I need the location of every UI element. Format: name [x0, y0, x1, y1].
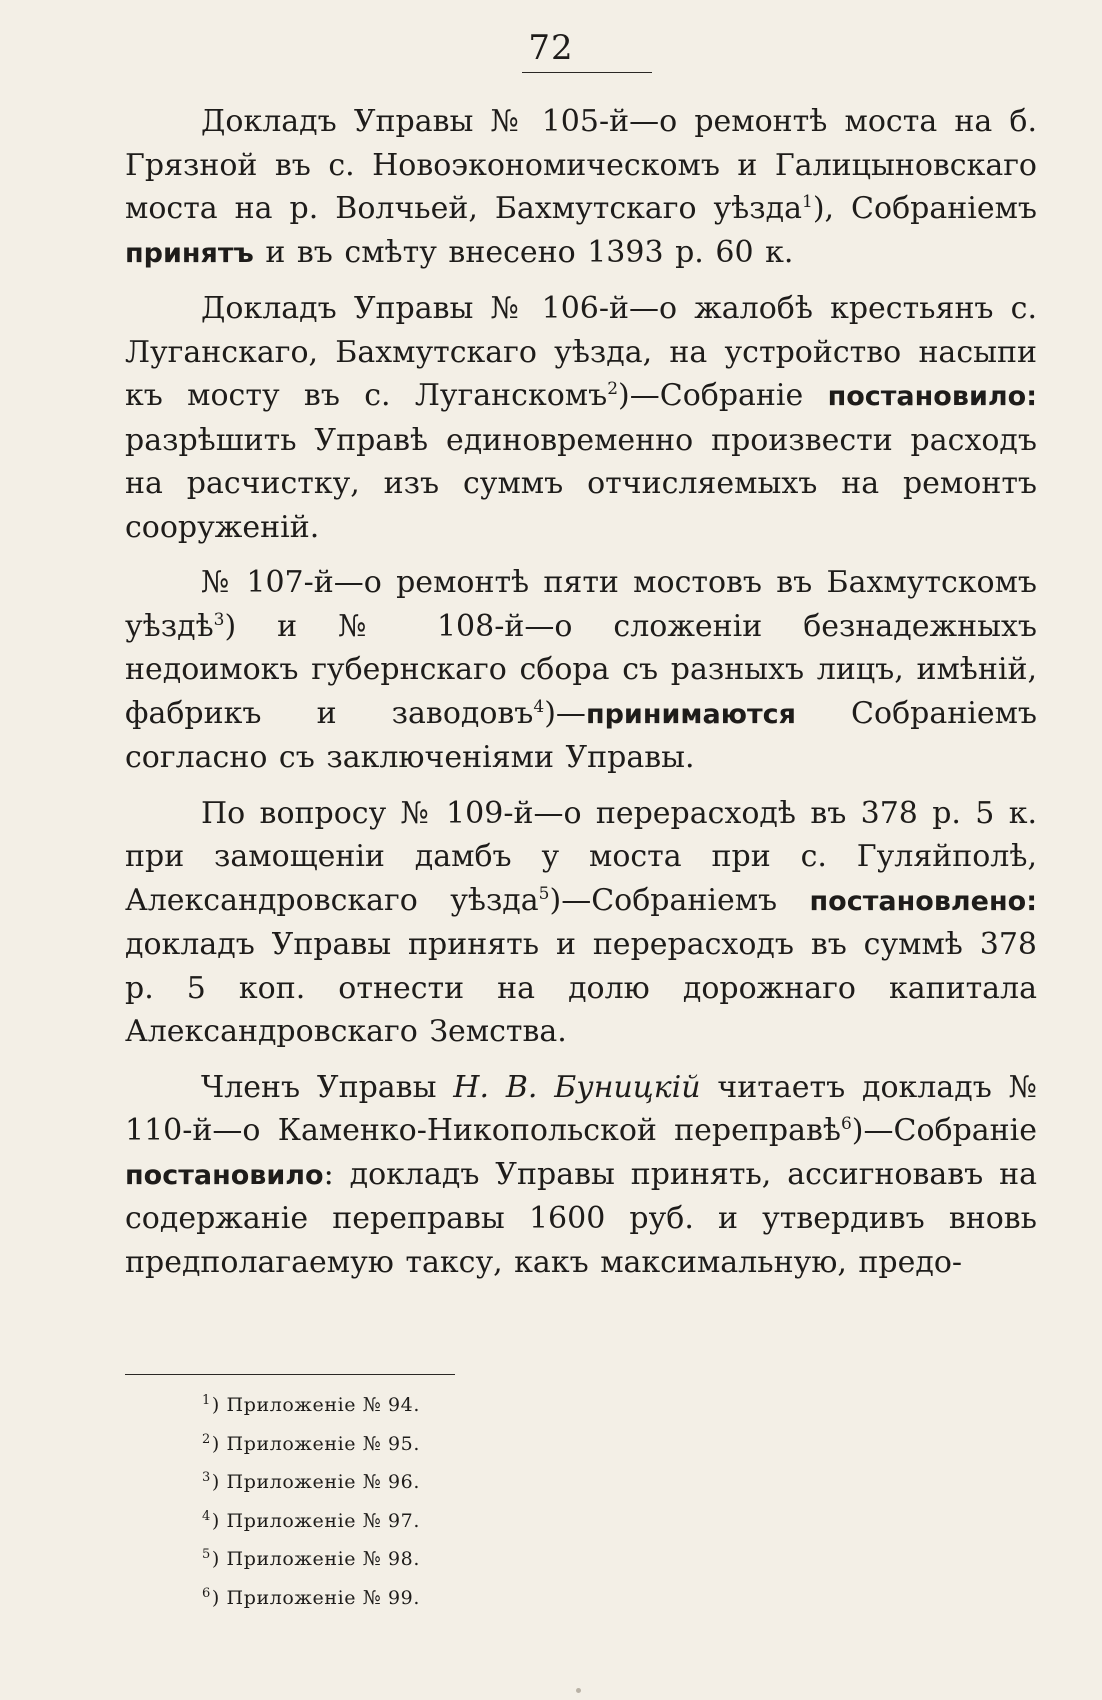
text-run: читаетъ докладъ № 110-й—о Каменко-Никопольской переправѣ: [125, 1069, 1038, 1148]
text-run: )—Собраніе: [851, 1113, 1037, 1148]
footnote-mark: 5: [202, 1547, 211, 1562]
person-name: Н. В. Буницкій: [453, 1069, 701, 1105]
footnote-reference: 3: [213, 609, 225, 630]
text-run: Членъ Управы: [201, 1069, 454, 1105]
footnote-text: ) Приложеніе № 99.: [211, 1586, 421, 1609]
emphasized-text: принятъ: [125, 237, 254, 269]
footnote-reference: 6: [840, 1114, 852, 1134]
text-run: По вопросу № 109-й—о перерасходѣ въ 378 р. 5 к. при замощеніи дамбъ у моста при с. Гуляйполѣ, Александровскаго уѣзда: [125, 795, 1037, 918]
emphasized-text: постановило: [125, 1159, 324, 1191]
footnote-text: ) Приложеніе № 98.: [211, 1548, 421, 1570]
footnote-mark: 4: [202, 1508, 211, 1524]
body-text: [125, 100, 1037, 1284]
text-run: № 107-й—о ремонтѣ пяти мостовъ въ Бахмутскомъ уѣздѣ: [125, 565, 1037, 644]
text-run: )—Собраніе: [618, 378, 828, 413]
footnotes: [202, 1384, 702, 1615]
footnote-mark: 3: [202, 1470, 211, 1485]
footnote: [202, 1577, 702, 1616]
paper-speck: [576, 1688, 581, 1693]
footnote-text: ) Приложеніе № 97.: [211, 1509, 421, 1532]
footnote-reference: 4: [533, 696, 545, 717]
emphasized-text: принимаются: [585, 698, 796, 730]
footnote-mark: 1: [202, 1393, 211, 1408]
text-run: разрѣшить Управѣ единовременно произвести расходъ на расчистку, изъ суммъ отчисляемыхъ на ремонтъ сооруженій.: [125, 422, 1037, 545]
page-number: 72: [528, 28, 574, 68]
text-run: ), Собраніемъ: [812, 191, 1037, 226]
paragraph: [125, 100, 1037, 275]
text-run: Собраніемъ согласно съ заключеніями Управы.: [125, 695, 1037, 775]
text-run: Докладъ Управы № 105-й—о ремонтѣ моста на б. Грязной въ с. Новоэкономическомъ и Галицыновскаго моста на р. Волчьей, Бахмутскаго уѣзда: [125, 104, 1037, 226]
footnote: [202, 1384, 702, 1423]
footnote-reference: 5: [538, 883, 550, 904]
emphasized-text: постановлено:: [809, 885, 1037, 917]
text-run: ) и № 108-й—о сложеніи безнадежныхъ недоимокъ губернскаго сбора съ разныхъ лицъ, имѣній, фабрикъ и заводовъ: [125, 608, 1037, 731]
footnote: [202, 1461, 702, 1500]
footnote-text: ) Приложеніе № 94.: [211, 1394, 421, 1416]
paragraph: [125, 561, 1037, 780]
paragraph: [125, 1066, 1037, 1285]
footnote-divider: [125, 1374, 455, 1375]
footnote-reference: 2: [607, 379, 619, 399]
footnote: [202, 1423, 702, 1462]
footnote: [202, 1500, 702, 1539]
footnote: [202, 1538, 702, 1577]
text-run: Докладъ Управы № 106-й—о жалобѣ крестьянъ с. Луганскаго, Бахмутскаго уѣзда, на устройство насыпи къ мосту въ с. Луганскомъ: [125, 291, 1037, 413]
paragraph: [125, 792, 1037, 1054]
text-run: )—: [544, 695, 586, 731]
text-run: и въ смѣту внесено 1393 р. 60 к.: [253, 234, 794, 270]
footnote-reference: 1: [802, 192, 813, 212]
text-run: )—Собраніемъ: [549, 882, 810, 918]
footnote-mark: 6: [202, 1585, 211, 1601]
footnote-mark: 2: [202, 1431, 211, 1447]
page-number-rule: [522, 72, 652, 73]
emphasized-text: постановило:: [827, 381, 1037, 412]
paragraph: [125, 287, 1037, 549]
footnote-text: ) Приложеніе № 95.: [211, 1432, 421, 1455]
footnote-text: ) Приложеніе № 96.: [211, 1471, 421, 1493]
text-run: : докладъ Управы принять, ассигновавъ на содержаніе переправы 1600 руб. и утвердивъ вновь предполагаемую таксу, какъ максимальную, предо-: [125, 1156, 1037, 1280]
text-run: докладъ Управы принять и перерасходъ въ суммѣ 378 р. 5 коп. отнести на долю дорожнаго капитала Александровскаго Земства.: [125, 927, 1037, 1049]
